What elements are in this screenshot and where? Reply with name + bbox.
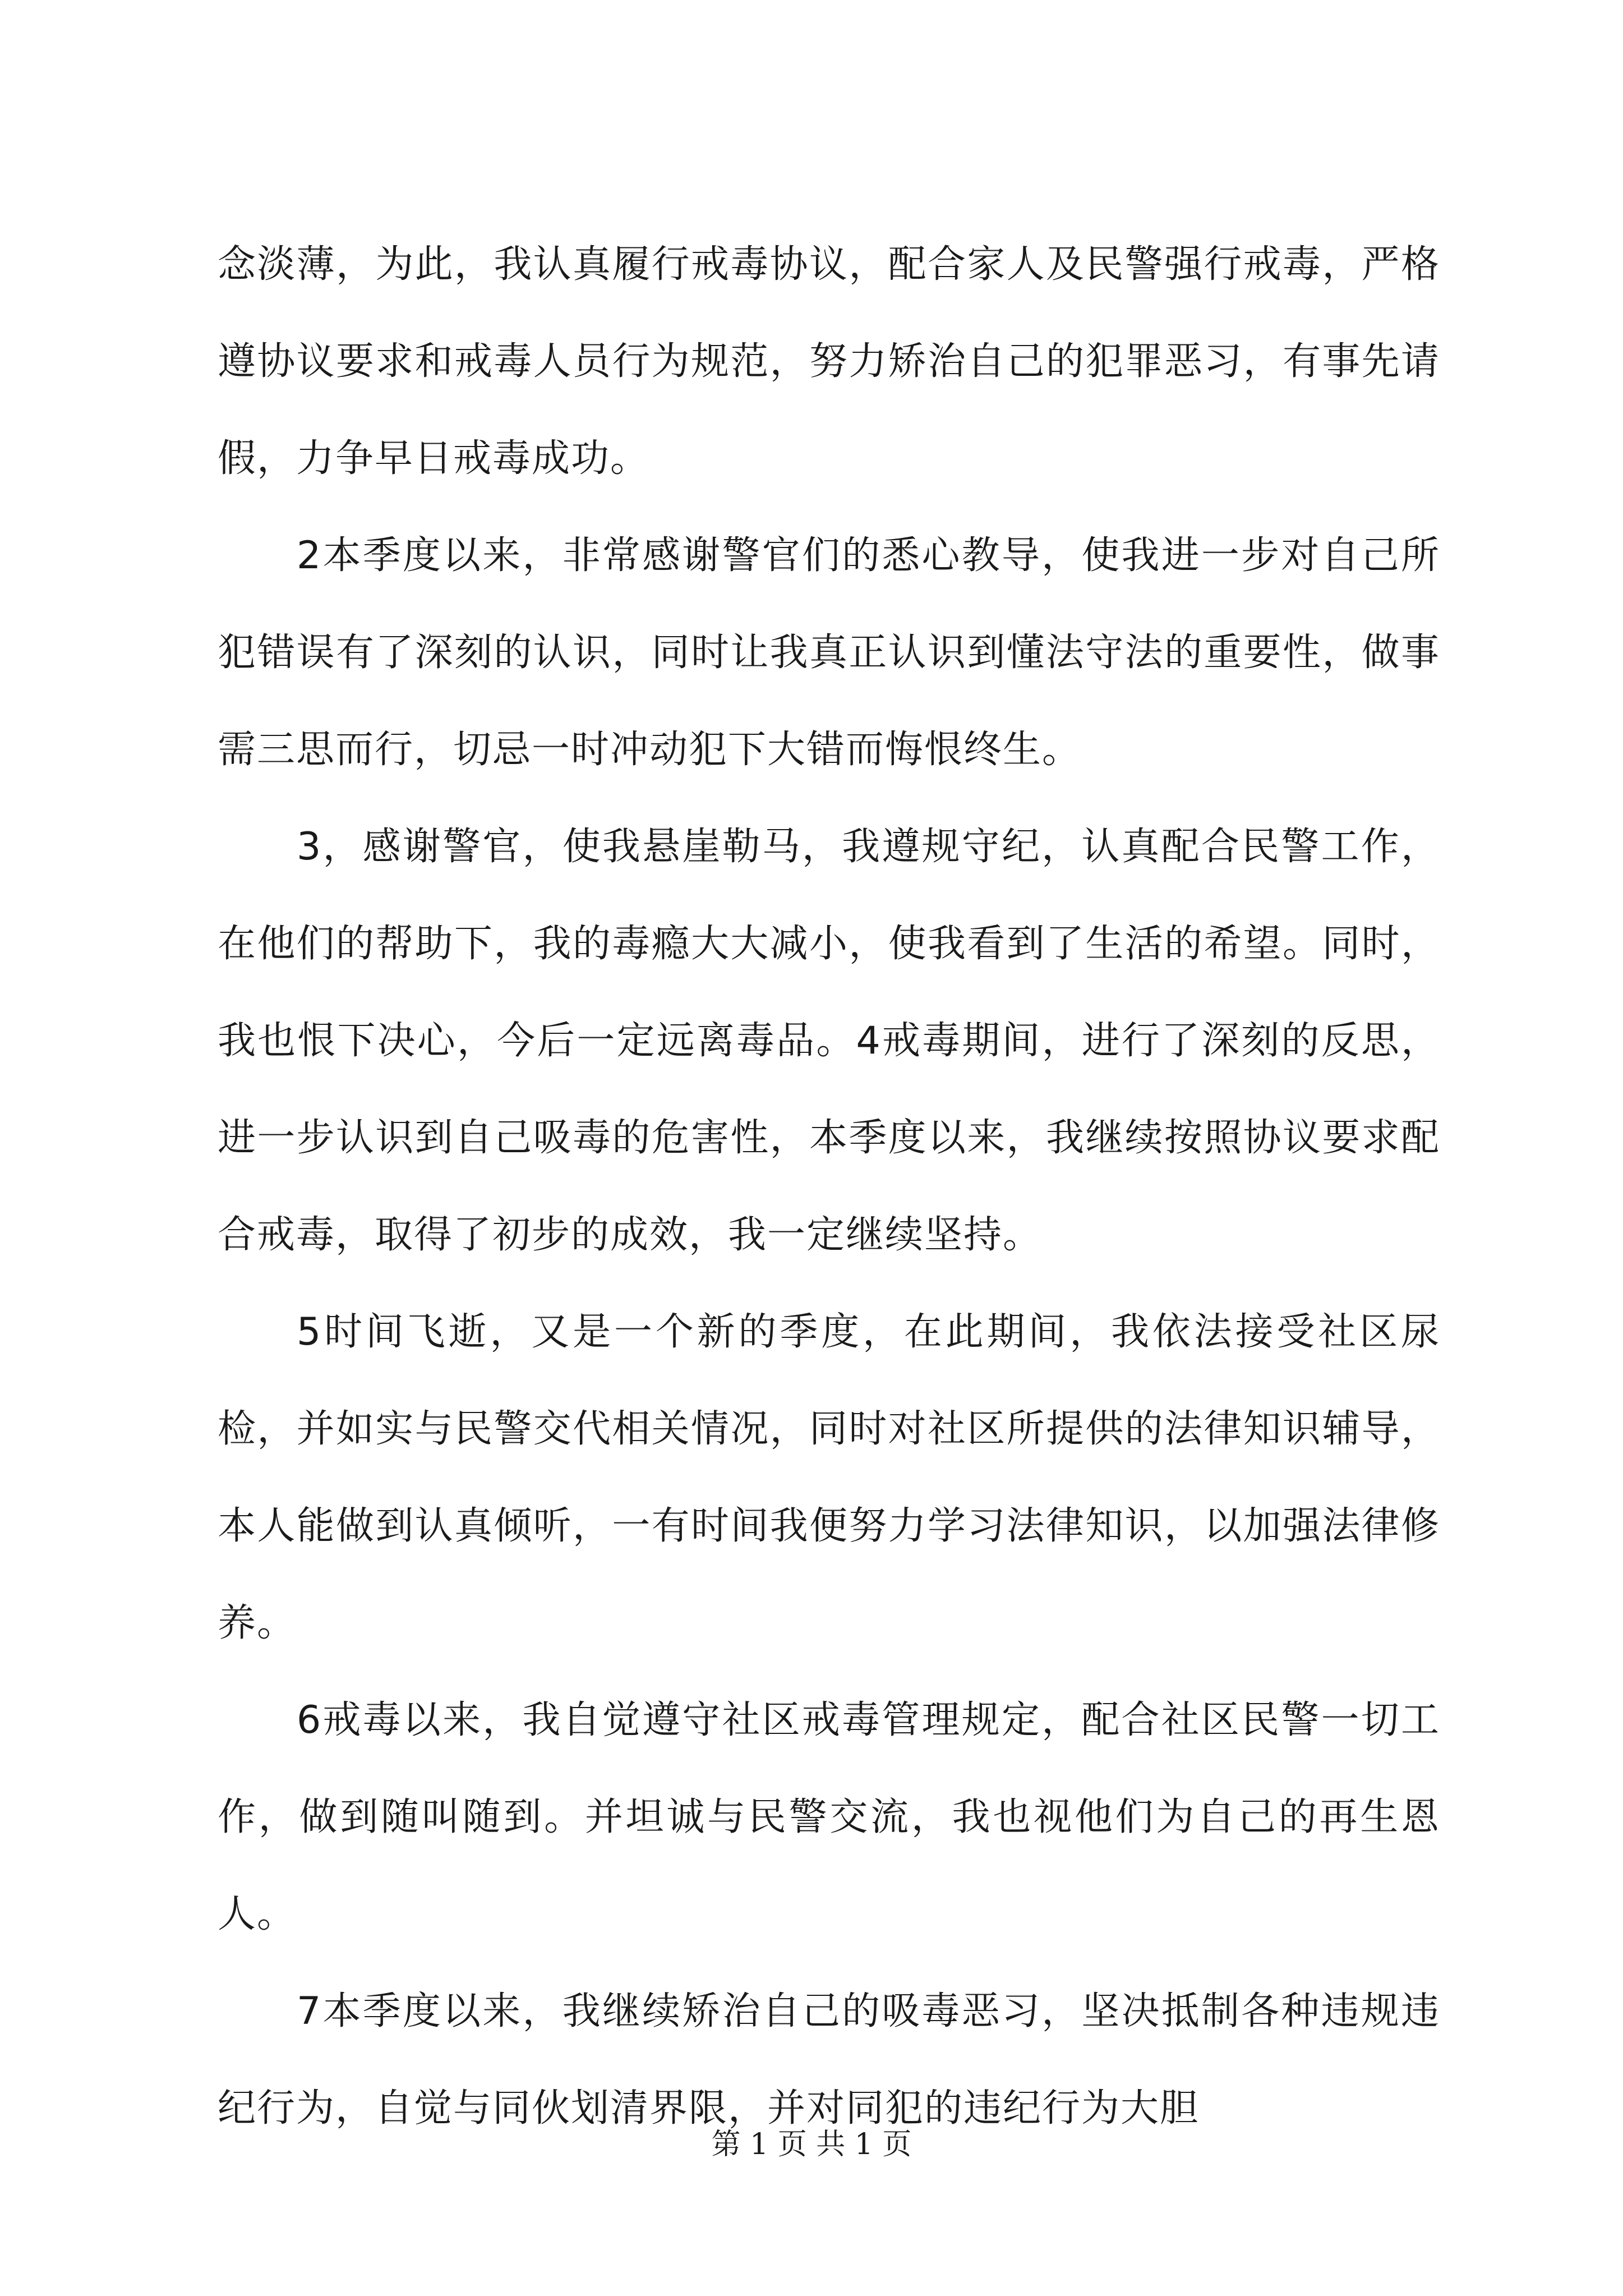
paragraph-item-7: 7本季度以来，我继续矫治自己的吸毒恶习，坚决抵制各种违规违纪行为，自觉与同伙划清界限，并对同犯的违纪行为大胆: [218, 1989, 1440, 2131]
paragraph-item-2: 2本季度以来，非常感谢警官们的悉心教导，使我进一步对自己所犯错误有了深刻的认识，同时让我真正认识到懂法守法的重要性，做事需三思而行，切忌一时冲动犯下大错而悔恨终生。: [218, 533, 1440, 772]
page-number-footer: 第 1 页 共 1 页: [711, 2128, 912, 2161]
paragraph-continuation: 念淡薄，为此，我认真履行戒毒协议，配合家人及民警强行戒毒，严格遵协议要求和戒毒人员行为规范，努力矫治自己的犯罪恶习，有事先请假，力争早日戒毒成功。: [218, 242, 1440, 481]
paragraph-item-3-4: 3，感谢警官，使我悬崖勒马，我遵规守纪，认真配合民警工作，在他们的帮助下，我的毒瘾大大减小，使我看到了生活的希望。同时，我也恨下决心，今后一定远离毒品。4戒毒期间，进行了深刻的反思，进一步认识到自己吸毒的危害性，本季度以来，我继续按照协议要求配合戒毒，取得了初步的成效，我一定继续坚持。: [218, 825, 1440, 1257]
paragraph-item-5: 5时间飞逝，又是一个新的季度，在此期间，我依法接受社区尿检，并如实与民警交代相关情况，同时对社区所提供的法律知识辅导，本人能做到认真倾听，一有时间我便努力学习法律知识，以加强法律修养。: [218, 1310, 1440, 1645]
paragraph-item-6: 6戒毒以来，我自觉遵守社区戒毒管理规定，配合社区民警一切工作，做到随叫随到。并坦诚与民警交流，我也视他们为自己的再生恩人。: [218, 1698, 1440, 1936]
document-body: [218, 216, 1440, 2157]
